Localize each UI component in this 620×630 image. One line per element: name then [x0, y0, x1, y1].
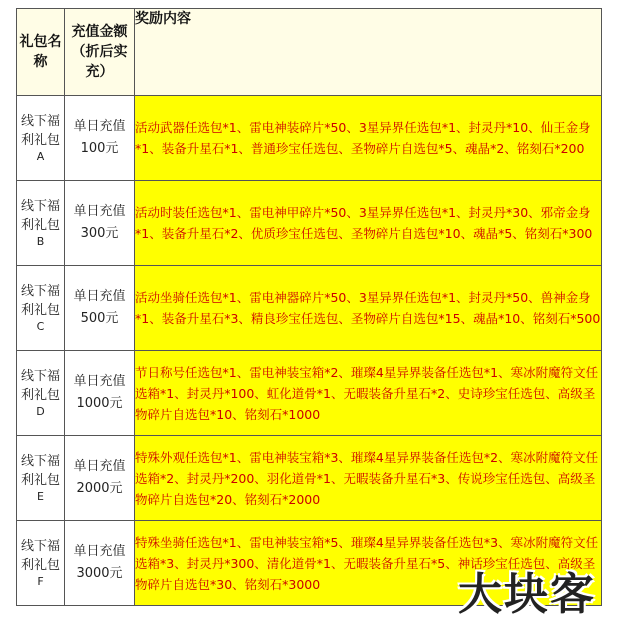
table-row — [17, 181, 602, 266]
recharge-amount: 单日充值1000元 — [65, 351, 135, 436]
reward-content: 活动武器任选包*1、雷电神装碎片*50、3星异界任选包*1、封灵丹*10、仙王金身*1、装备升星石*1、普通珍宝任选包、圣物碎片自选包*5、魂晶*2、铭刻石*200 — [135, 96, 602, 181]
reward-content: 活动时装任选包*1、雷电神甲碎片*50、3星异界任选包*1、封灵丹*30、邪帝金身*1、装备升星石*2、优质珍宝任选包、圣物碎片自选包*10、魂晶*5、铭刻石*300 — [135, 181, 602, 266]
package-letter: F — [37, 575, 44, 588]
header-reward: 奖励内容 — [135, 9, 602, 96]
table-row — [17, 351, 602, 436]
reward-content: 特殊坐骑任选包*1、雷电神装宝箱*5、璀璨4星异界装备任选包*3、寒冰附魔符文任选箱*3、封灵丹*300、清化道骨*1、无暇装备升星石*5、神话珍宝任选包、高级圣物碎片自选包*30、铭刻石*3000 — [135, 521, 602, 606]
package-name-cell — [17, 521, 65, 606]
table-row — [17, 266, 602, 351]
package-name: 线下福利礼包 — [20, 284, 60, 318]
package-name: 线下福利礼包 — [20, 539, 60, 573]
watermark-logo: 大块客 — [458, 569, 596, 620]
reward-content: 活动坐骑任选包*1、雷电神器碎片*50、3星异界任选包*1、封灵丹*50、兽神金身*1、装备升星石*3、精良珍宝任选包、圣物碎片自选包*15、魂晶*10、铭刻石*500 — [135, 266, 602, 351]
package-name: 线下福利礼包 — [20, 369, 60, 403]
header-row — [17, 9, 602, 96]
recharge-amount: 单日充值3000元 — [65, 521, 135, 606]
recharge-amount: 单日充值500元 — [65, 266, 135, 351]
table-row — [17, 521, 602, 606]
header-amount: 充值金额（折后实充） — [65, 9, 135, 96]
recharge-amount: 单日充值2000元 — [65, 436, 135, 521]
table-row — [17, 436, 602, 521]
package-letter: D — [36, 405, 45, 418]
recharge-amount: 单日充值100元 — [65, 96, 135, 181]
package-letter: C — [36, 320, 45, 333]
table-row — [17, 96, 602, 181]
package-name: 线下福利礼包 — [20, 114, 60, 148]
package-letter: B — [36, 235, 45, 248]
package-name: 线下福利礼包 — [20, 454, 60, 488]
package-name-cell — [17, 266, 65, 351]
package-letter: E — [37, 490, 44, 503]
package-name-cell — [17, 436, 65, 521]
recharge-amount: 单日充值300元 — [65, 181, 135, 266]
header-name: 礼包名称 — [17, 9, 65, 96]
reward-content: 特殊外观任选包*1、雷电神装宝箱*3、璀璨4星异界装备任选包*2、寒冰附魔符文任选箱*2、封灵丹*200、羽化道骨*1、无暇装备升星石*3、传说珍宝任选包、高级圣物碎片自选包*20、铭刻石*2000 — [135, 436, 602, 521]
package-name: 线下福利礼包 — [20, 199, 60, 233]
package-letter: A — [36, 150, 45, 163]
package-name-cell — [17, 96, 65, 181]
rewards-table — [16, 8, 602, 606]
package-name-cell — [17, 351, 65, 436]
reward-content: 节日称号任选包*1、雷电神装宝箱*2、璀璨4星异界装备任选包*1、寒冰附魔符文任选箱*1、封灵丹*100、虹化道骨*1、无暇装备升星石*2、史诗珍宝任选包、高级圣物碎片自选包*10、铭刻石*1000 — [135, 351, 602, 436]
package-name-cell — [17, 181, 65, 266]
